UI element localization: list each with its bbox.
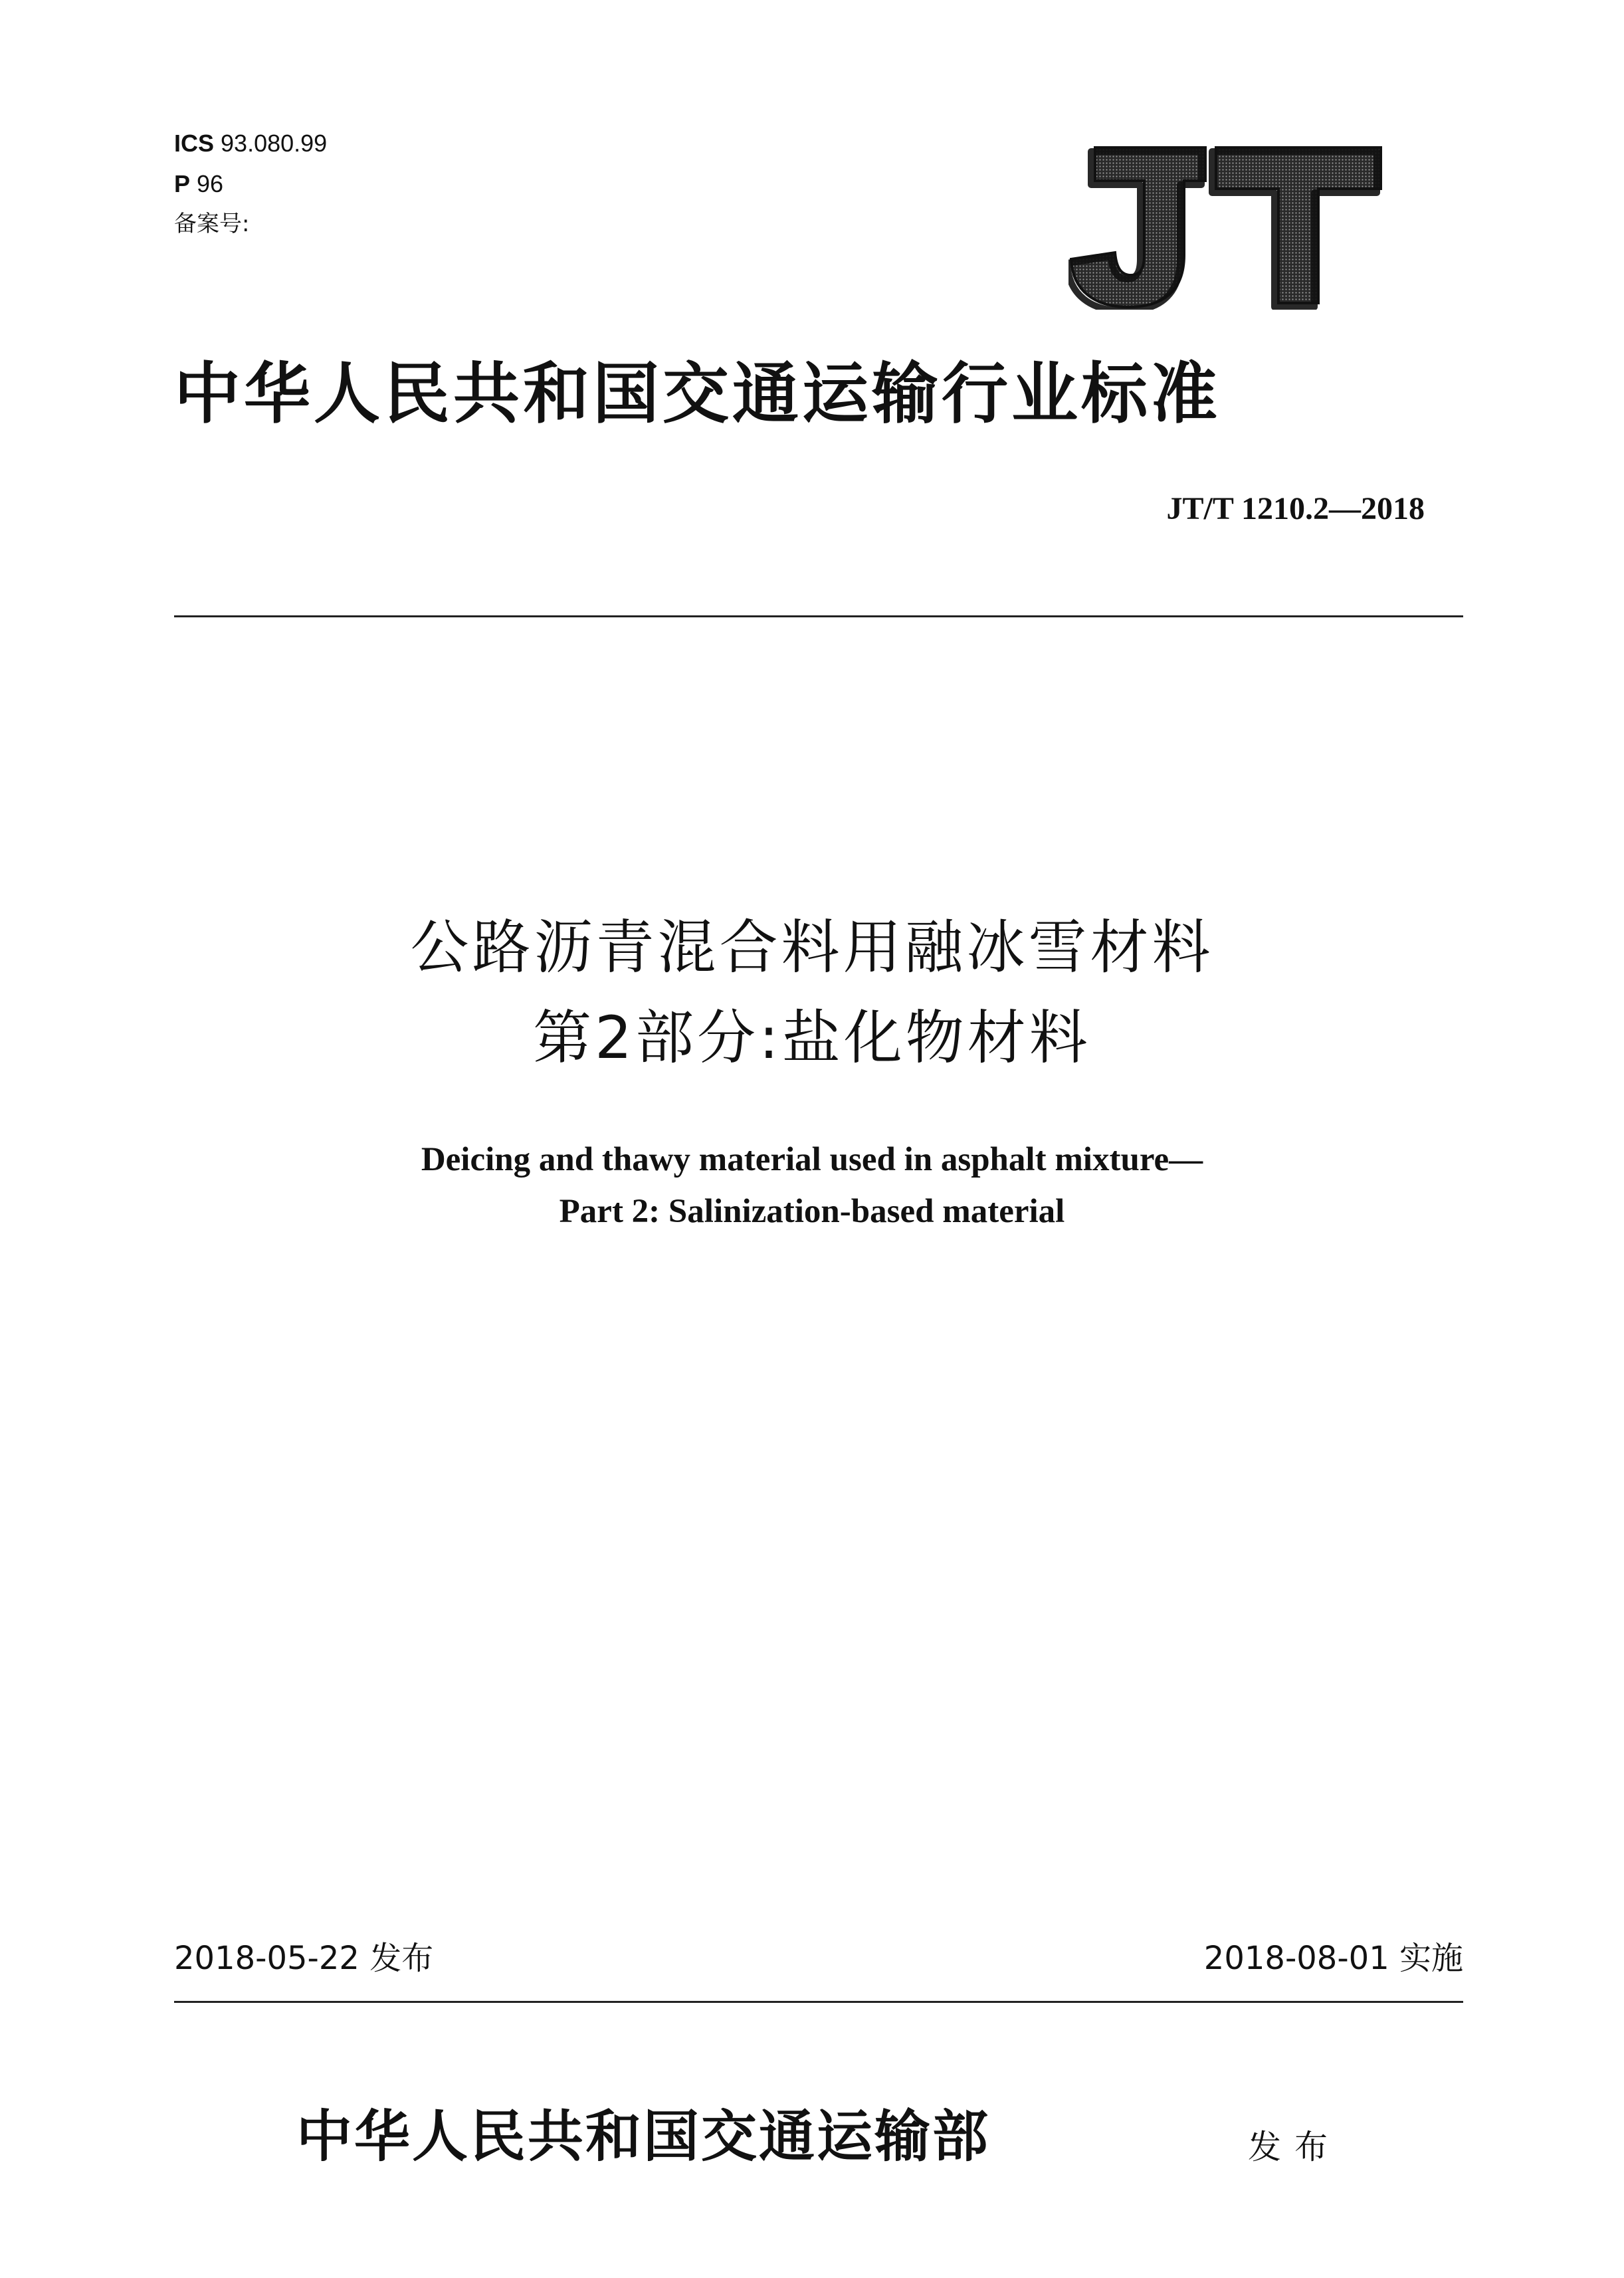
title-cn-line-1: 公路沥青混合料用融冰雪材料 — [410, 913, 1214, 982]
ics-value: 93.080.99 — [221, 130, 328, 157]
title-en-line-2: Part 2: Salinization-based material — [559, 1193, 1065, 1230]
title-cn-line-2: 第2部分:盐化物材料 — [533, 1003, 1091, 1072]
p-code — [174, 172, 223, 196]
logo-letter-t — [1212, 148, 1381, 307]
standard-category-title: 中华人民共和国交通运输行业标准 — [174, 354, 1221, 433]
logo-letter-j — [1068, 148, 1205, 310]
record-number-label: 备案号: — [174, 211, 250, 237]
issue-date: 2018-05-22 发布 — [174, 1940, 434, 1977]
p-value: 96 — [197, 170, 224, 197]
jt-logo — [1068, 138, 1387, 310]
issuing-action: 发布 — [1248, 2128, 1341, 2166]
title-en-line-1: Deicing and thawy material used in asphalt mixture— — [421, 1141, 1203, 1178]
ics-label: ICS — [174, 130, 215, 157]
implementation-date: 2018-08-01 实施 — [1203, 1940, 1463, 1977]
ics-code — [174, 132, 327, 155]
p-label: P — [174, 170, 191, 197]
header-divider — [174, 615, 1463, 617]
standard-number: JT/T 1210.2—2018 — [1166, 491, 1425, 526]
footer-divider — [174, 2001, 1463, 2003]
issuing-authority: 中华人民共和国交通运输部 — [296, 2103, 991, 2169]
